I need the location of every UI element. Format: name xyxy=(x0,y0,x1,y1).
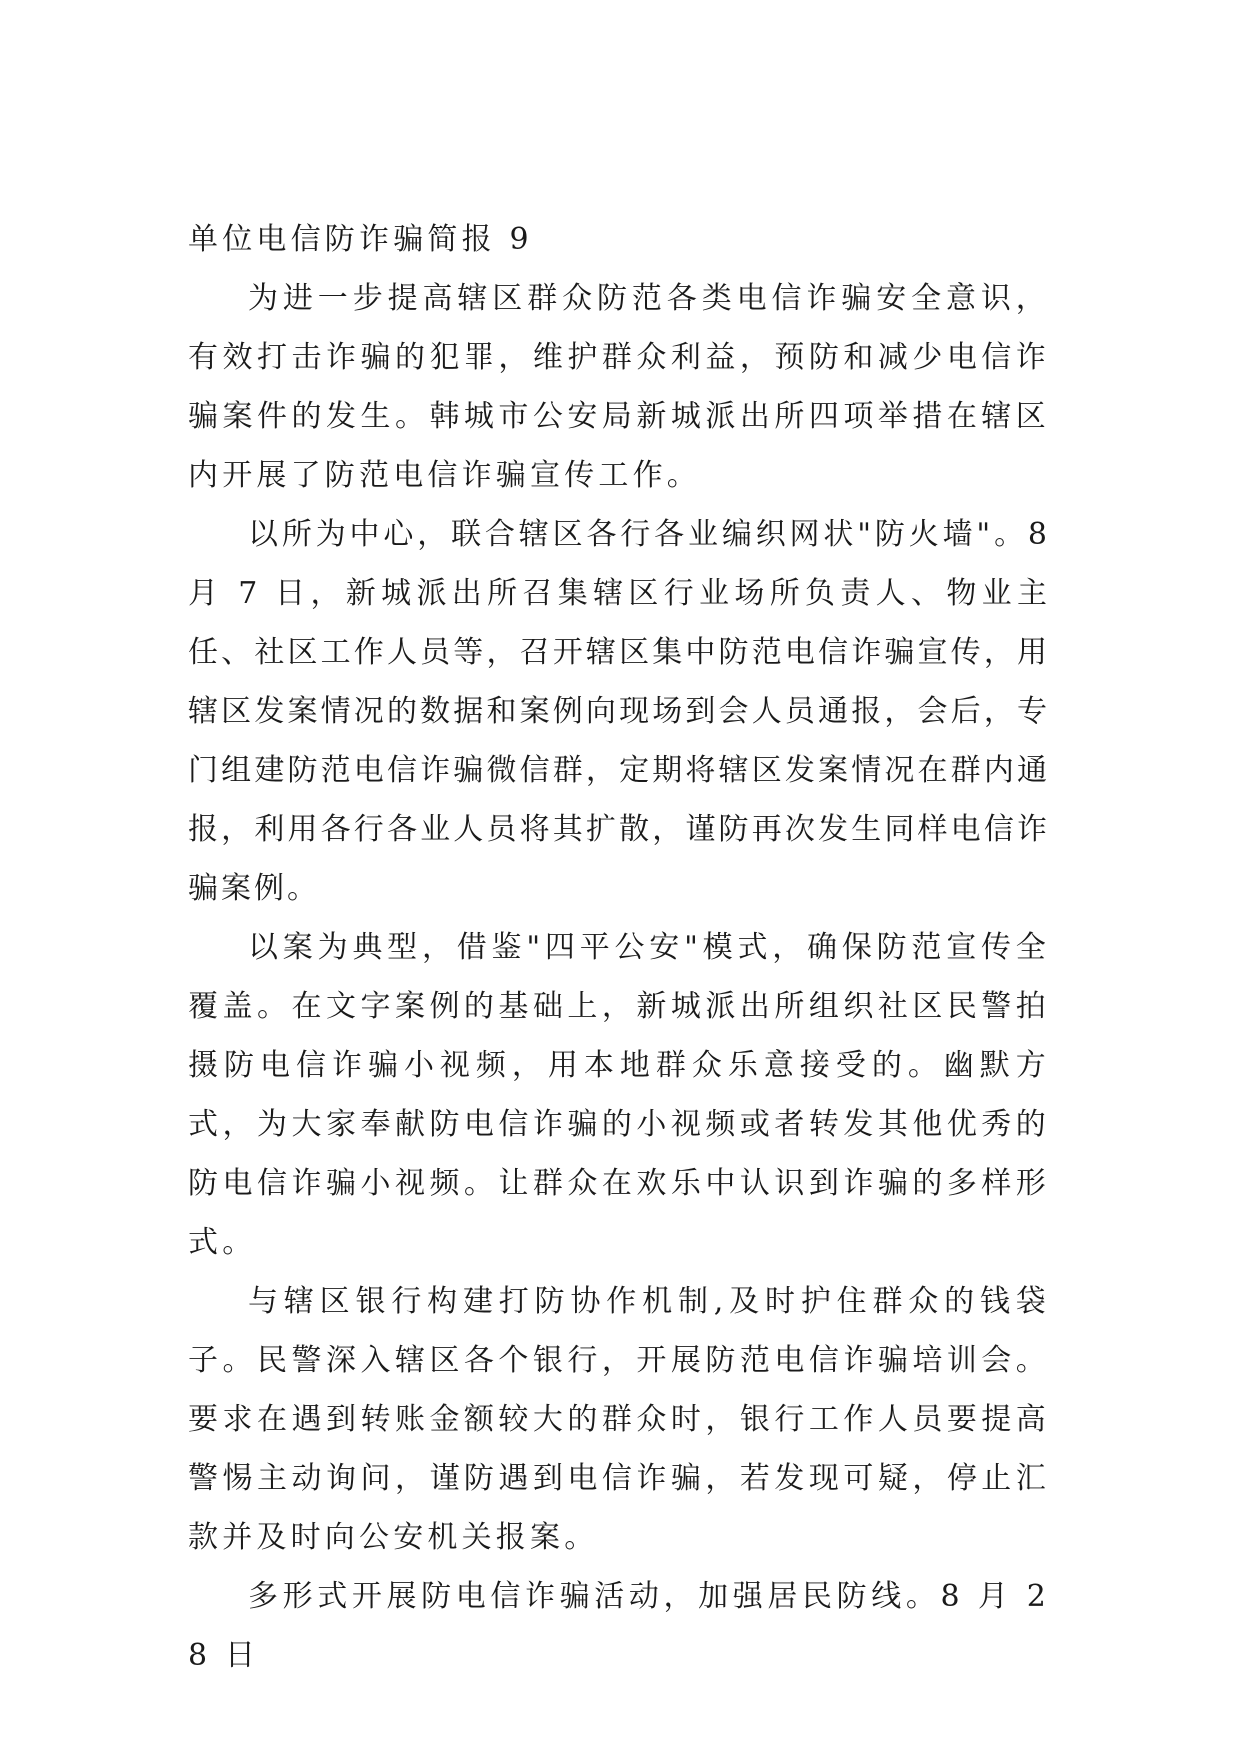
paragraph-measure-3: 与辖区银行构建打防协作机制,及时护住群众的钱袋子。民警深入辖区各个银行，开展防范电信诈骗培训会。要求在遇到转账金额较大的群众时，银行工作人员要提高警惕主动询问，谨防遇到电信诈骗，若发现可疑，停止汇款并及时向公安机关报案。 xyxy=(188,1284,1050,1555)
document-body xyxy=(188,210,1050,1685)
paragraph-intro: 为进一步提高辖区群众防范各类电信诈骗安全意识，有效打击诈骗的犯罪，维护群众利益，预防和减少电信诈骗案件的发生。韩城市公安局新城派出所四项举措在辖区内开展了防范电信诈骗宣传工作。 xyxy=(188,281,1050,493)
paragraph-measure-2: 以案为典型，借鉴"四平公安"模式，确保防范宣传全覆盖。在文字案例的基础上，新城派出所组织社区民警拍摄防电信诈骗小视频，用本地群众乐意接受的。幽默方式，为大家奉献防电信诈骗的小视频或者转发其他优秀的防电信诈骗小视频。让群众在欢乐中认识到诈骗的多样形式。 xyxy=(188,930,1050,1260)
paragraph-measure-1: 以所为中心，联合辖区各行各业编织网状"防火墙"。8 月 7 日，新城派出所召集辖区行业场所负责人、物业主任、社区工作人员等，召开辖区集中防范电信诈骗宣传，用辖区发案情况的数据和案例向现场到会人员通报，会后，专门组建防范电信诈骗微信群，定期将辖区发案情况在群内通报，利用各行各业人员将其扩散，谨防再次发生同样电信诈骗案例。 xyxy=(188,517,1050,906)
paragraph-measure-4: 多形式开展防电信诈骗活动，加强居民防线。8 月 28 日 xyxy=(188,1579,1050,1673)
document-title: 单位电信防诈骗简报 9 xyxy=(188,222,533,257)
